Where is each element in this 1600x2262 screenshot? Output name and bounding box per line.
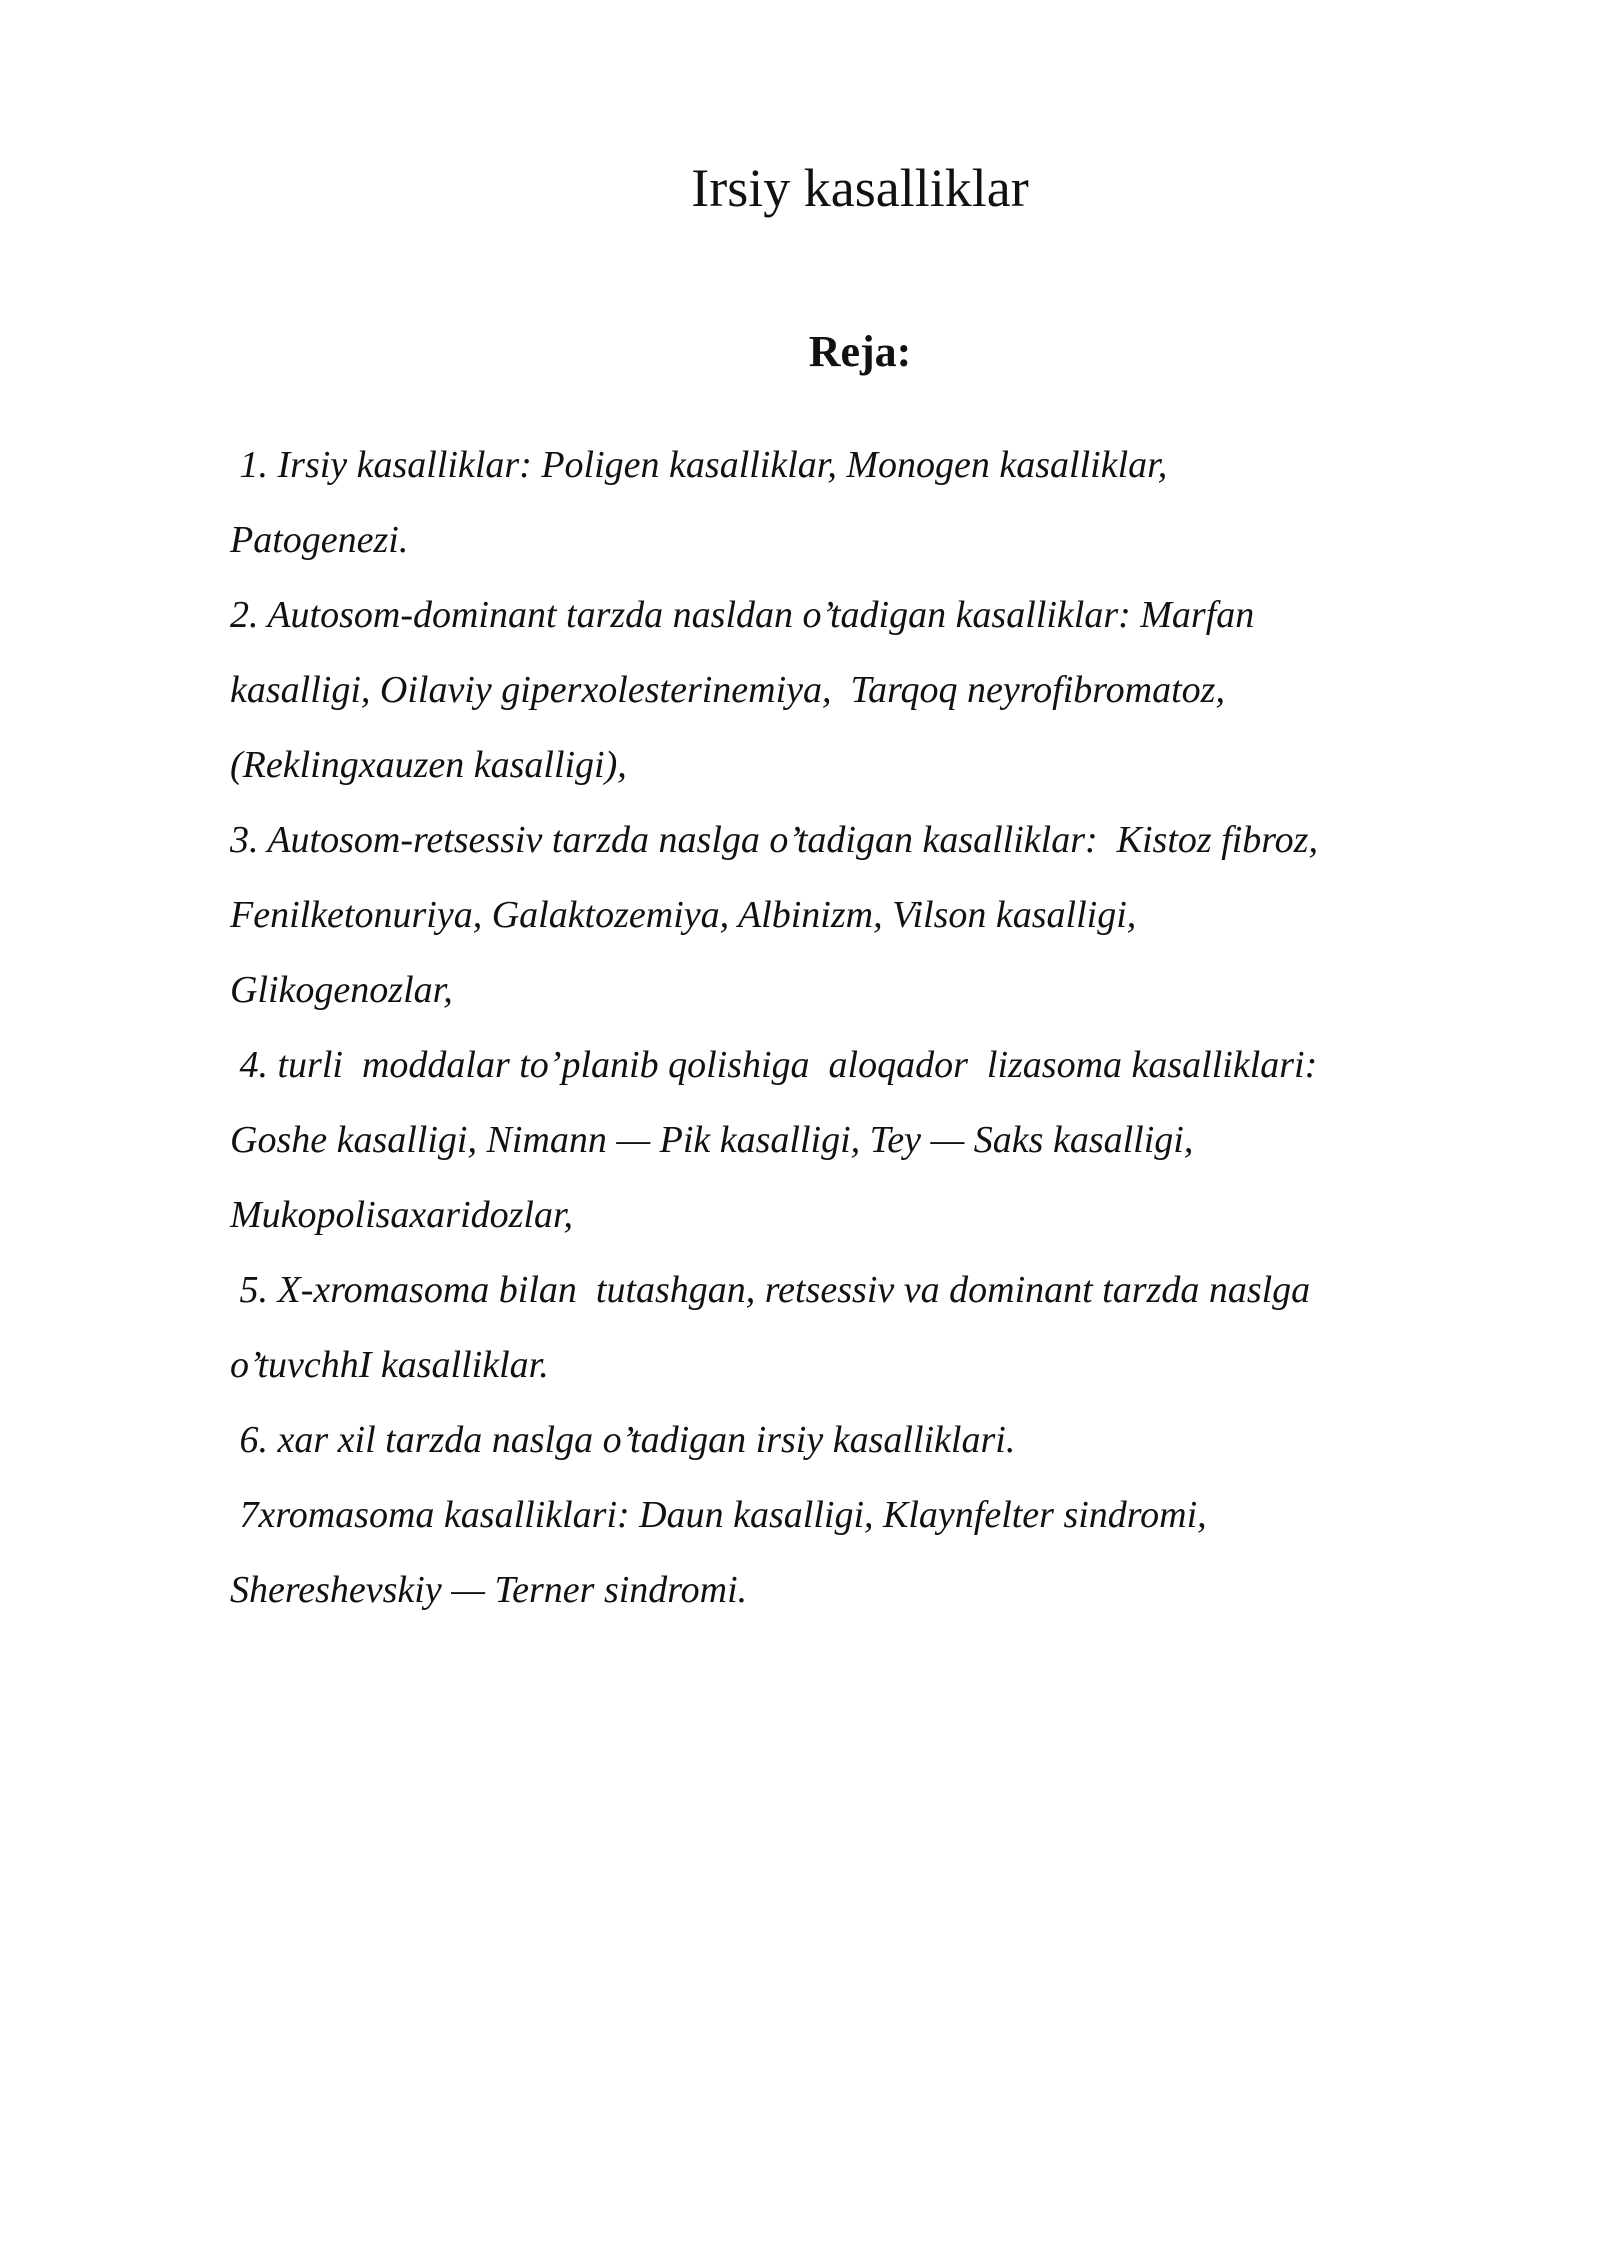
plan-line: 7xromasoma kasalliklari: Daun kasalligi, Klaynfelter sindromi, — [230, 1494, 1207, 1536]
plan-line: (Reklingxauzen kasalligi), — [230, 744, 627, 786]
plan-line: Shereshevskiy — Terner sindromi. — [230, 1569, 748, 1611]
plan-line: 2. Autosom-dominant tarzda nasldan o’tadigan kasalliklar: Marfan — [230, 594, 1255, 636]
plan-line: Glikogenozlar, — [230, 969, 453, 1011]
plan-line: 6. xar xil tarzda naslga o’tadigan irsiy kasalliklari. — [230, 1419, 1016, 1461]
plan-heading: Reja: — [808, 327, 912, 376]
plan-line: Fenilketonuriya, Galaktozemiya, Albinizm, Vilson kasalligi, — [230, 894, 1137, 936]
plan-line: Mukopolisaxaridozlar, — [230, 1194, 574, 1236]
plan-line: o’tuvchhI kasalliklar. — [230, 1344, 549, 1386]
plan-list — [230, 428, 1530, 1628]
document-title: Irsiy kasalliklar — [691, 158, 1029, 218]
plan-line: kasalligi, Oilaviy giperxolesterinemiya, Tarqoq neyrofibromatoz, — [230, 669, 1225, 711]
plan-line: Goshe kasalligi, Nimann — Pik kasalligi, Tey — Saks kasalligi, — [230, 1119, 1194, 1161]
plan-line: 4. turli moddalar to’planib qolishiga aloqador lizasoma kasalliklari: — [230, 1044, 1318, 1086]
plan-line: 1. Irsiy kasalliklar: Poligen kasalliklar, Monogen kasalliklar, — [230, 444, 1168, 486]
plan-line: 3. Autosom-retsessiv tarzda naslga o’tadigan kasalliklar: Kistoz fibroz, — [230, 819, 1318, 861]
plan-line: 5. X-xromasoma bilan tutashgan, retsessiv va dominant tarzda naslga — [230, 1269, 1311, 1311]
plan-line: Patogenezi. — [230, 519, 409, 561]
